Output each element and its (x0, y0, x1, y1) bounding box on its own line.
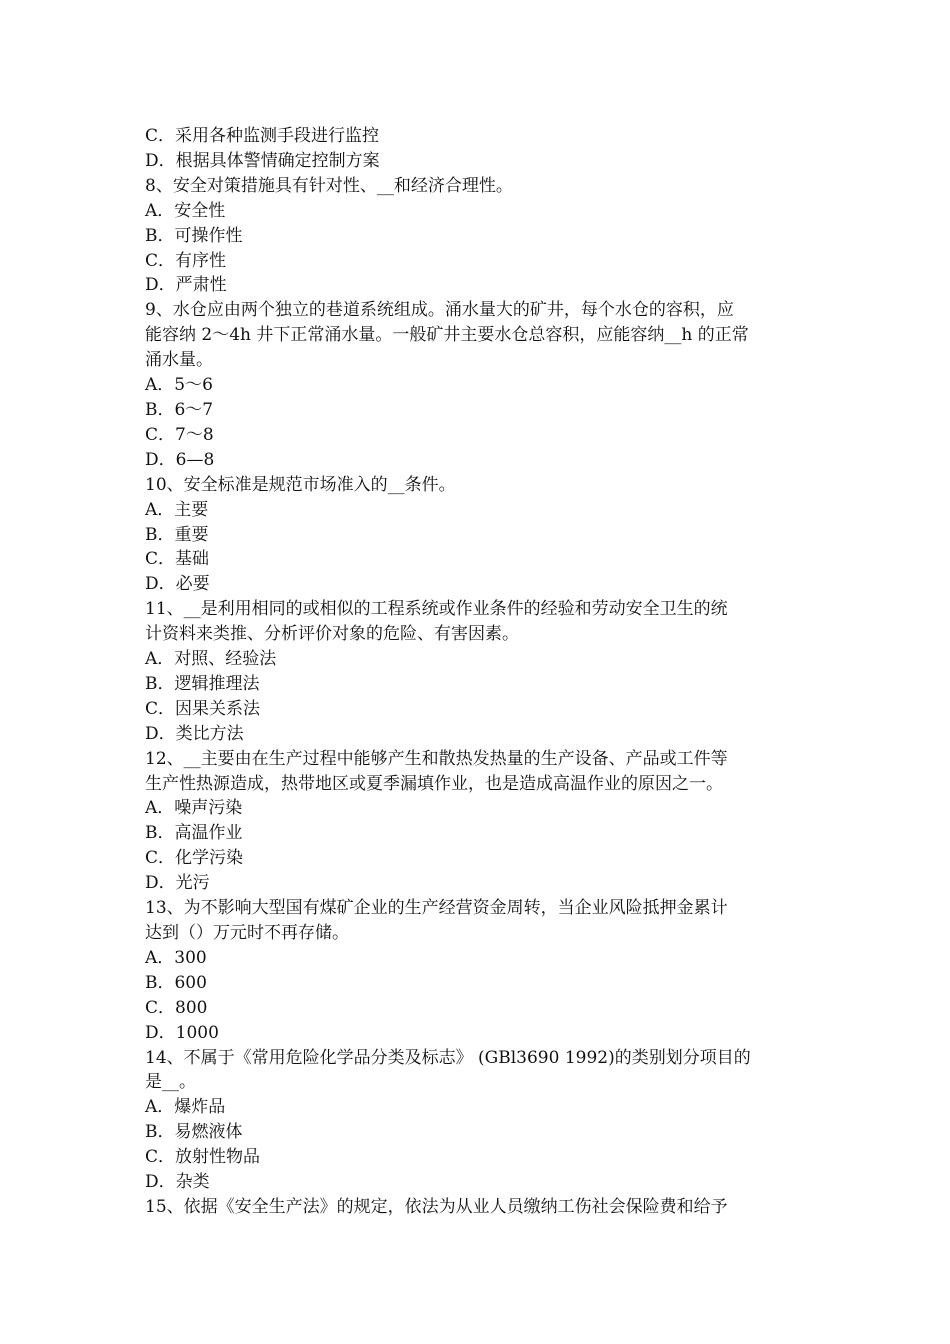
document-page (145, 124, 807, 1220)
text-line: D．根据具体警情确定控制方案 (145, 150, 380, 171)
option-line: A．300 (145, 947, 207, 968)
question-11: 11、__是利用相同的或相似的工程系统或作业条件的经验和劳动安全卫生的统 (145, 599, 728, 620)
option-line: B．逻辑推理法 (145, 673, 260, 694)
question-9-cont: 能容纳 2～4h 井下正常涌水量。一般矿井主要水仓总容积，应能容纳__h 的正常 (145, 325, 749, 346)
option-line: C．800 (145, 997, 208, 1018)
option-line: D．严肃性 (145, 275, 227, 296)
option-line: B．高温作业 (145, 823, 243, 844)
option-line: D．1000 (145, 1022, 219, 1043)
text-line: C．采用各种监测手段进行监控 (145, 126, 380, 146)
question-9-cont: 涌水量。 (145, 350, 213, 371)
question-9: 9、水仓应由两个独立的巷道系统组成。涌水量大的矿井，每个水仓的容积，应 (145, 300, 734, 321)
option-line: B．可操作性 (145, 225, 243, 246)
option-line: C．基础 (145, 549, 210, 570)
option-line: A．主要 (145, 499, 209, 520)
question-13: 13、为不影响大型国有煤矿企业的生产经营资金周转，当企业风险抵押金累计 (145, 898, 728, 919)
option-line: C．放射性物品 (145, 1147, 261, 1168)
question-14-cont: 是__。 (145, 1072, 196, 1093)
option-line: A．噪声污染 (145, 798, 243, 819)
option-line: D．必要 (145, 574, 210, 595)
question-12: 12、__主要由在生产过程中能够产生和散热发热量的生产设备、产品或工件等 (145, 748, 728, 769)
option-line: D．6—8 (145, 449, 215, 470)
option-line: B．6～7 (145, 399, 214, 420)
option-line: A．5～6 (145, 375, 213, 396)
question-8: 8、安全对策措施具有针对性、__和经济合理性。 (145, 175, 513, 196)
question-14: 14、不属于《常用危险化学品分类及标志》 (GBl3690 1992)的类别划分项目的 (145, 1047, 751, 1068)
option-line: B．易燃液体 (145, 1122, 243, 1143)
option-line: A．对照、经验法 (145, 649, 277, 670)
option-line: D．光污 (145, 873, 210, 894)
question-13-cont: 达到（）万元时不再存储。 (145, 923, 349, 943)
option-line: B．重要 (145, 524, 209, 545)
question-12-cont: 生产性热源造成，热带地区或夏季漏填作业，也是造成高温作业的原因之一。 (145, 773, 723, 794)
option-line: A．爆炸品 (145, 1097, 226, 1118)
option-line: D．杂类 (145, 1172, 210, 1193)
option-line: D．类比方法 (145, 723, 244, 744)
option-line: C．化学污染 (145, 848, 244, 869)
option-line: C．7～8 (145, 424, 214, 445)
question-10: 10、安全标准是规范市场准入的__条件。 (145, 474, 456, 495)
question-11-cont: 计资料来类推、分析评价对象的危险、有害因素。 (145, 624, 519, 645)
question-15: 15、依据《安全生产法》的规定，依法为从业人员缴纳工伤社会保险费和给予 (145, 1196, 728, 1217)
option-line: C．因果关系法 (145, 698, 261, 719)
option-line: B．600 (145, 972, 207, 993)
option-line: A．安全性 (145, 200, 226, 221)
option-line: C．有序性 (145, 250, 227, 271)
